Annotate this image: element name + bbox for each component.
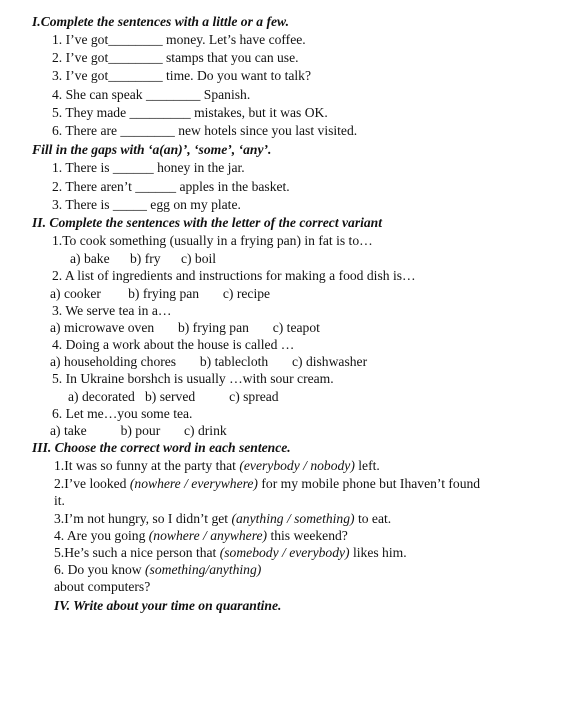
sentence-line xyxy=(54,475,480,492)
question-line: 6. Let me…you some tea. xyxy=(52,406,193,421)
sentence-text: likes him. xyxy=(349,545,407,560)
options-line: a) take b) pour c) drink xyxy=(50,423,227,438)
options-line: a) decorated b) served c) spread xyxy=(68,389,279,404)
section-3-heading: III. Choose the correct word in each sentence. xyxy=(32,440,291,455)
sentence-text: 4. Are you going xyxy=(54,528,149,543)
section-1-heading: I.Complete the sentences with a little or a few. xyxy=(32,14,290,29)
options-line: a) cooker b) frying pan c) recipe xyxy=(50,286,271,301)
options-line: a) microwave oven b) frying pan c) teapot xyxy=(50,320,320,335)
list-item: 1. I’ve got________ money. Let’s have coffee. xyxy=(52,32,306,47)
list-item: 3. There is _____ egg on my plate. xyxy=(52,197,241,212)
sentence-line xyxy=(54,544,407,561)
question-line: 1.To cook something (usually in a frying pan) in fat is to… xyxy=(52,233,373,248)
sentence-text: to eat. xyxy=(354,511,392,526)
options-line: a) bake b) fry c) boil xyxy=(70,251,217,266)
sentence-line xyxy=(54,527,348,544)
sentence-text: 6. Do you know xyxy=(54,562,146,577)
sentence-line xyxy=(54,510,391,527)
sentence-text: 1.It was so funny at the party that xyxy=(54,458,240,473)
list-item: 5. They made _________ mistakes, but it was OK. xyxy=(52,105,328,120)
sentence-line xyxy=(54,457,380,474)
list-item: 1. There is ______ honey in the jar. xyxy=(52,160,245,175)
word-choice: (something/anything) xyxy=(145,562,262,577)
list-item: 2. There aren’t ______ apples in the basket. xyxy=(52,179,290,194)
sentence-text: 5.He’s such a nice person that xyxy=(54,545,220,560)
list-item: 4. She can speak ________ Spanish. xyxy=(52,87,251,102)
sentence-text: about computers? xyxy=(54,579,151,594)
section-4-heading: IV. Write about your time on quarantine. xyxy=(54,598,282,613)
options-line: a) householding chores b) tablecloth c) dishwasher xyxy=(50,354,368,369)
gap-fill-heading: Fill in the gaps with ‘a(an)’, ‘some’, ‘any’. xyxy=(32,142,272,157)
sentence-line xyxy=(54,561,261,578)
word-choice: (nowhere / anywhere) xyxy=(148,528,268,543)
question-line: 2. A list of ingredients and instructions for making a food dish is… xyxy=(52,268,416,283)
sentence-text: this weekend? xyxy=(267,528,348,543)
word-choice: (somebody / everybody) xyxy=(219,545,350,560)
word-choice: (nowhere / everywhere) xyxy=(129,476,258,491)
sentence-text: 3.I’m not hungry, so I didn’t get xyxy=(54,511,232,526)
question-line: 3. We serve tea in a… xyxy=(52,303,172,318)
word-choice: (everybody / nobody) xyxy=(239,458,355,473)
sentence-text: it. xyxy=(54,493,65,508)
section-2-heading: II. Complete the sentences with the letter of the correct variant xyxy=(32,215,383,230)
list-item: 3. I’ve got________ time. Do you want to talk? xyxy=(52,68,311,83)
sentence-line xyxy=(54,578,150,595)
sentence-text: 2.I’ve looked xyxy=(54,476,130,491)
sentence-line xyxy=(54,492,65,509)
sentence-text: for my mobile phone but Ihaven’t found xyxy=(257,476,481,491)
list-item: 6. There are ________ new hotels since you last visited. xyxy=(52,123,358,138)
question-line: 4. Doing a work about the house is called … xyxy=(52,337,295,352)
question-line: 5. In Ukraine borshch is usually …with sour cream. xyxy=(52,371,334,386)
word-choice: (anything / something) xyxy=(231,511,355,526)
sentence-text: left. xyxy=(354,458,380,473)
list-item: 2. I’ve got________ stamps that you can use. xyxy=(52,50,299,65)
